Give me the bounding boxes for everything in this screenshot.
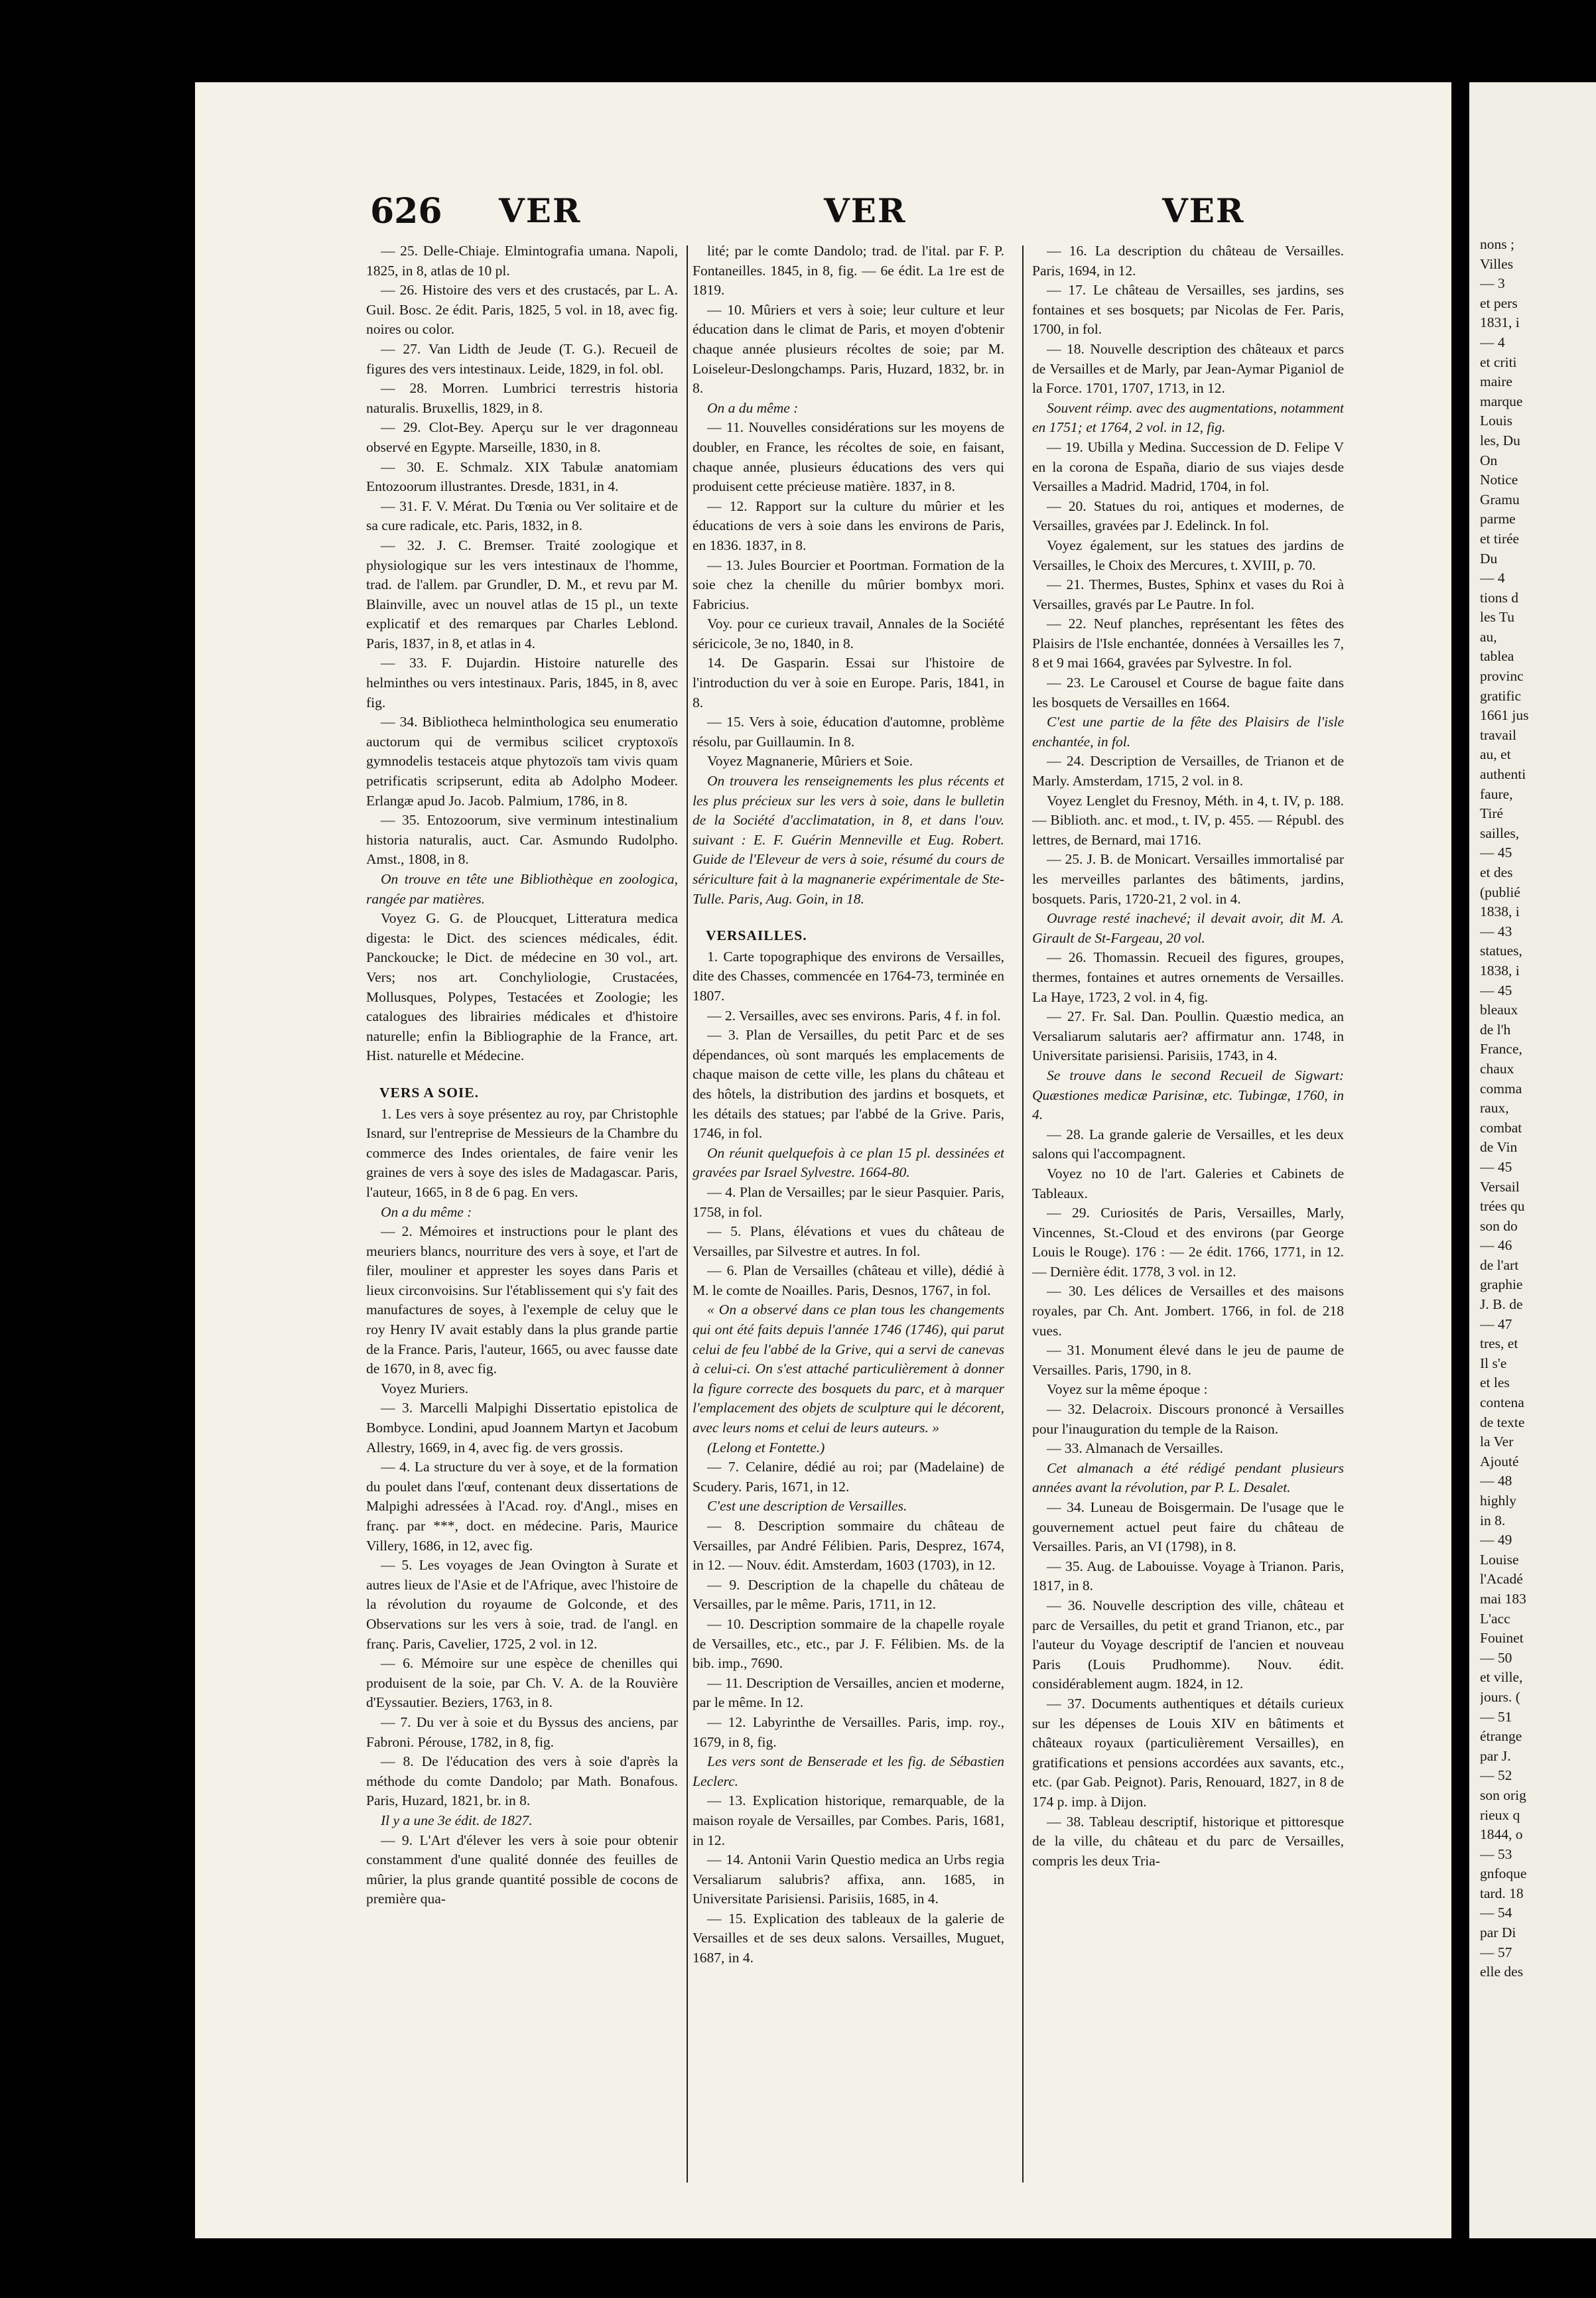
next-page-fragment: elle des: [1480, 1964, 1524, 1980]
section-title-versailles: VERSAILLES.: [706, 927, 807, 944]
bibliography-entry: — 33. Almanach de Versailles.: [1047, 1440, 1223, 1457]
bibliography-entry: — 2. Versailles, avec ses environs. Paris, 4 f. in fol.: [707, 1007, 1001, 1024]
book-page: [195, 82, 1451, 2238]
page-number: 626: [370, 191, 442, 232]
bibliography-entry: — 15. Explication des tableaux de la galerie de Versailles et de ses deux salons. Versailles, Muguet, 1687, in 4.: [693, 1910, 1004, 1966]
next-page-fragment: statues,: [1480, 943, 1522, 959]
next-page-fragment: et les: [1480, 1375, 1510, 1391]
next-page-fragment: la Ver: [1480, 1434, 1514, 1450]
next-page-fragment: — 48: [1480, 1473, 1512, 1489]
next-page-fragment: travail: [1480, 726, 1516, 743]
next-page-fragment: jours. (: [1480, 1688, 1520, 1705]
bibliography-entry: Ouvrage resté inachevé; il devait avoir, dit M. A. Girault de St-Fargeau, 20 vol.: [1032, 910, 1344, 946]
bibliography-entry: — 38. Tableau descriptif, historique et pittoresque de la ville, du château et du parc de Versailles, compris les deux Tria-: [1032, 1813, 1344, 1869]
bibliography-entry: — 13. Jules Bourcier et Poortman. Formation de la soie chez la chenille du mûrier bombyx mori. Fabricius.: [693, 557, 1004, 612]
text-column-3: [1032, 241, 1344, 2218]
next-page-fragment: 1838, i: [1480, 962, 1520, 979]
next-page-fragment: les, Du: [1480, 432, 1520, 448]
bibliography-entry: — 13. Explication historique, remarquable, de la maison royale de Versailles, par Combes. Paris, 1681, in 12.: [693, 1792, 1004, 1848]
next-page-fragment: provinc: [1480, 668, 1524, 685]
bibliography-entry: — 27. Fr. Sal. Dan. Poullin. Quæstio medica, an Versaliarum salutaris aer? affirmatur ann. 1748, in Universitate parisiensi. Parisiis, 1743, in 4.: [1032, 1008, 1344, 1064]
bibliography-entry: — 4. Plan de Versailles; par le sieur Pasquier. Paris, 1758, in fol.: [693, 1183, 1004, 1220]
bibliography-entry: (Lelong et Fontette.): [707, 1439, 825, 1455]
next-page-fragment: Ajouté: [1480, 1453, 1519, 1469]
next-page-fragment: tres, et: [1480, 1335, 1518, 1352]
bibliography-entry: 14. De Gasparin. Essai sur l'histoire de l'introduction du ver à soie en Europe. Paris, 1841, in 8.: [693, 655, 1004, 710]
next-page-fragment: — 45: [1480, 845, 1512, 861]
bibliography-entry: C'est une partie de la fête des Plaisirs de l'isle enchantée, in fol.: [1032, 714, 1344, 750]
bibliography-entry: Voyez sur la même époque :: [1047, 1381, 1208, 1398]
next-page-fragment: — 43: [1480, 923, 1512, 939]
next-page-fragment: authenti: [1480, 766, 1526, 783]
bibliography-entry: — 27. Van Lidth de Jeude (T. G.). Recueil de figures des vers intestinaux. Leide, 1829, in fol. obl.: [366, 340, 678, 377]
bibliography-entry: — 35. Entozoorum, sive verminum intestinalium historia naturalis, auct. Car. Asmundo Rudolpho. Amst., 1808, in 8.: [366, 812, 678, 868]
running-head: [195, 191, 1451, 244]
next-page-fragment: Il s'e: [1480, 1355, 1507, 1371]
bibliography-entry: — 32. Delacroix. Discours prononcé à Versailles pour l'inauguration du temple de la Raison.: [1032, 1401, 1344, 1437]
bibliography-entry: — 20. Statues du roi, antiques et modernes, de Versailles, gravées par J. Edelinck. In fol.: [1032, 498, 1344, 534]
next-page-fragment: (publié: [1480, 884, 1520, 900]
bibliography-entry: — 7. Celanire, dédié au roi; par (Madelaine) de Scudery. Paris, 1671, in 12.: [693, 1459, 1004, 1495]
column-divider: [1022, 245, 1024, 2183]
next-page-fragment: Tiré: [1480, 805, 1504, 822]
bibliography-entry: — 15. Vers à soie, éducation d'automne, problème résolu, par Guillaumin. In 8.: [693, 714, 1004, 750]
bibliography-entry: Voyez Muriers.: [381, 1380, 469, 1396]
bibliography-entry: — 26. Histoire des vers et des crustacés, par L. A. Guil. Bosc. 2e édit. Paris, 1825, 5 vol. in 18, avec fig. noires ou color.: [366, 282, 678, 338]
bibliography-entry: On a du même :: [707, 399, 799, 416]
next-page-fragment: — 52: [1480, 1767, 1512, 1784]
bibliography-entry: — 36. Nouvelle description des ville, château et parc de Versailles, du petit et grand Trianon, etc., par l'auteur du Voyage descriptif de l'ancien et nouveau Paris (Louis Prudhomme). Nouv. édit. considérablement augm. 1824, in 12.: [1032, 1597, 1344, 1692]
next-page-fragment: et des: [1480, 864, 1513, 880]
next-page-fragment: in 8.: [1480, 1512, 1506, 1528]
bibliography-entry: — 5. Les voyages de Jean Ovington à Surate et autres lieux de l'Asie et de l'Afrique, avec l'histoire de la révolution du royaume de Golconde, et des Observations sur les vers à soie, trad. de l'angl. en franç. Paris, Cavelier, 1725, 2 vol. in 12.: [366, 1557, 678, 1652]
next-page-fragment: 1838, i: [1480, 904, 1520, 920]
next-page-fragment: au, et: [1480, 746, 1511, 763]
bibliography-entry: — 34. Luneau de Boisgermain. De l'usage que le gouvernement actuel peut faire du château de Versailles. Paris, an VI (1798), in 8.: [1032, 1499, 1344, 1555]
bibliography-entry: Voyez également, sur les statues des jardins de Versailles, le Choix des Mercures, t. XVIII, p. 70.: [1032, 537, 1344, 573]
next-page-fragment: L'acc: [1480, 1610, 1510, 1627]
bibliography-entry: — 8. De l'éducation des vers à soie d'après la méthode du comte Dandolo; par Math. Bonafous. Paris, Huzard, 1821, br. in 8.: [366, 1753, 678, 1809]
next-page-fragment: contena: [1480, 1394, 1524, 1411]
next-page-fragment: 1831, i: [1480, 314, 1520, 331]
bibliography-entry: — 30. E. Schmalz. XIX Tabulæ anatomiam Entozoorum illustrantes. Dresde, 1831, in 4.: [366, 458, 678, 495]
next-page-fragment: — 3: [1480, 275, 1505, 292]
bibliography-entry: — 11. Nouvelles considérations sur les moyens de doubler, en France, les récoltes de soie, en faisant, chaque année, plusieurs éducations des vers qui produisent cette précieuse matière. 1837, in 8.: [693, 419, 1004, 495]
bibliography-entry: — 26. Thomassin. Recueil des figures, groupes, thermes, fontaines et autres ornements de Versailles. La Haye, 1723, 2 vol. in 4, fig.: [1032, 949, 1344, 1005]
column-divider: [687, 245, 688, 2183]
next-page-fragment: Fouinet: [1480, 1630, 1524, 1647]
bibliography-entry: — 22. Neuf planches, représentant les fêtes des Plaisirs de l'Isle enchantée, données à Versailles les 7, 8 et 9 mai 1664, gravées par Sylvestre. In fol.: [1032, 616, 1344, 671]
head-word-left: VER: [499, 191, 582, 230]
next-page-fragment: highly: [1480, 1493, 1516, 1509]
next-page-fragment: les Tu: [1480, 609, 1514, 626]
next-page-fragment: et pers: [1480, 295, 1518, 311]
next-page-fragment: comma: [1480, 1080, 1522, 1097]
next-page-text-fragments: [1480, 235, 1596, 2212]
bibliography-entry: — 18. Nouvelle description des châteaux et parcs de Versailles et de Marly, par Jean-Aymar Piganiol de la Force. 1701, 1707, 1713, in 12.: [1032, 340, 1344, 397]
bibliography-entry: — 10. Mûriers et vers à soie; leur culture et leur éducation dans le climat de Paris, et moyen d'obtenir chaque année plusieurs récoltes de soie; par M. Loiseleur-Deslongchamps. Paris, Huzard, 1832, br. in 8.: [693, 301, 1004, 397]
bibliography-entry: Il y a une 3e édit. de 1827.: [381, 1812, 533, 1828]
bibliography-entry: — 9. L'Art d'élever les vers à soie pour obtenir constamment d'une qualité donnée des feuilles de mûrier, la plus grande quantité possible de cocons de première qua-: [366, 1832, 678, 1907]
next-page-fragment: — 46: [1480, 1237, 1512, 1254]
next-page-fragment: de texte: [1480, 1414, 1525, 1430]
bibliography-entry: — 25. J. B. de Monicart. Versailles immortalisé par les merveilles parlantes des bâtiments, jardins, bosquets. Paris, 1720-21, 2 vol. in 4.: [1032, 851, 1344, 907]
bibliography-entry: — 19. Ubilla y Medina. Succession de D. Felipe V en la corona de España, diario de sus viajes desde Versailles a Madrid. Madrid, 1704, in fol.: [1032, 439, 1344, 495]
next-page-fragment: — 4: [1480, 570, 1505, 586]
next-page-fragment: son do: [1480, 1217, 1518, 1234]
bibliography-entry: — 24. Description de Versailles, de Trianon et de Marly. Amsterdam, 1715, 2 vol. in 8.: [1032, 753, 1344, 789]
next-page-fragment: l'Acadé: [1480, 1571, 1523, 1588]
next-page-fragment: marque: [1480, 393, 1523, 409]
next-page-fragment: raux,: [1480, 1100, 1509, 1116]
next-page-fragment: tablea: [1480, 648, 1514, 665]
next-page-fragment: combat: [1480, 1119, 1522, 1136]
bibliography-entry: Voyez Lenglet du Fresnoy, Méth. in 4, t. IV, p. 188. — Biblioth. anc. et mod., t. IV, p. 455. — Républ. des lettres, de Bernard, mai 1716.: [1032, 792, 1344, 848]
next-page-fragment: Villes: [1480, 255, 1514, 272]
entry-voyez: Voyez G. G. de Ploucquet, Litteratura medica digesta: le Dict. des sciences médicales, édit. Panckoucke; le Dict. de médecine en 30 vol., art. Vers; nos art. Conchyliologie, Crustacées, Mollusques, Polypes, Testacées et Zoologie; les catalogues des librairies médicales et d'histoire naturelle; enfin la Bibliographie de la France, art. Hist. naturelle et Médecine.: [366, 910, 678, 1064]
bibliography-entry: Voyez Magnanerie, Mûriers et Soie.: [707, 753, 913, 770]
bibliography-entry: 1. Carte topographique des environs de Versailles, dite des Chasses, commencée en 1764-73, terminée en 1807.: [693, 948, 1004, 1004]
next-page-fragment: faure,: [1480, 785, 1513, 802]
bibliography-entry: — 32. J. C. Bremser. Traité zoologique et physiologique sur les vers intestinaux de l'homme, trad. de l'allem. par Grundler, D. M., et revu par M. Blainville, avec un nouvel atlas de 15 pl., un texte explicatif et des remarques par Charles Leblond. Paris, 1837, in 8, et atlas in 4.: [366, 537, 678, 651]
bibliography-entry: — 5. Plans, élévations et vues du château de Versailles, par Silvestre et autres. In fol.: [693, 1223, 1004, 1259]
next-page-fragment: sailles,: [1480, 825, 1520, 841]
next-page-fragment: bleaux: [1480, 1002, 1518, 1018]
bibliography-entry: — 33. F. Dujardin. Histoire naturelle des helminthes ou vers intestinaux. Paris, 1845, in 8, avec fig.: [366, 655, 678, 710]
next-page-fragment: maire: [1480, 373, 1512, 390]
next-page-fragment: son orig: [1480, 1787, 1526, 1803]
bibliography-entry: — 23. Le Carousel et Course de bague faite dans les bosquets de Versailles en 1664.: [1032, 675, 1344, 710]
next-page-fragment: tard. 18: [1480, 1885, 1524, 1901]
bibliography-entry: — 3. Plan de Versailles, du petit Parc et de ses dépendances, où sont marqués les emplacements de chaque maison de cette ville, les plans du château et des hôtels, la distribution des jardins et bosquets, et les détails des statues; par l'abbé de la Grive. Paris, 1746, in fol.: [693, 1027, 1004, 1142]
bibliography-entry: — 30. Les délices de Versailles et des maisons royales, par Ch. Ant. Jombert. 1766, in fol. de 218 vues.: [1032, 1283, 1344, 1339]
bibliography-entry: On réunit quelquefois à ce plan 15 pl. dessinées et gravées par Israel Sylvestre. 1664-80.: [693, 1144, 1004, 1181]
next-page-fragment: J. B. de: [1480, 1296, 1523, 1313]
bibliography-entry: Les vers sont de Benserade et les fig. de Sébastien Leclerc.: [693, 1753, 1004, 1789]
next-page-fragment: Versail: [1480, 1178, 1520, 1195]
bibliography-entry: — 8. Description sommaire du château de Versailles, par André Félibien. Paris, Desprez, 1674, in 12. — Nouv. édit. Amsterdam, 1603 (1703), in 12.: [693, 1518, 1004, 1574]
bibliography-entry: « On a observé dans ce plan tous les changements qui ont été faits depuis l'année 1746 (1746), qui parut celui de feu l'abbé de la Grive, qui a servi de canevas à celui-ci. On s'est attaché particulièrement à donner la figure correcte des bosquets du parc, et à marquer l'emplacement des objets de sculpture qui le décorent, avec leurs noms et celui de leurs auteurs. »: [693, 1302, 1004, 1436]
next-page-fragment: par J.: [1480, 1747, 1511, 1764]
bibliography-entry: — 17. Le château de Versailles, ses jardins, ses fontaines et ses bosquets; par Nicolas de Fer. Paris, 1700, in fol.: [1032, 282, 1344, 338]
bibliography-entry: — 16. La description du château de Versailles. Paris, 1694, in 12.: [1032, 243, 1344, 279]
bibliography-entry: — 34. Bibliotheca helminthologica seu enumeratio auctorum qui de vermibus scilicet cryptoxoïs gymnodelis testaceis atque phytozoïs tam vivis quam petrificatis scripserunt, edita ab Adolpho Modeer. Erlangæ apud Jo. Jacob. Palmium, 1786, in 8.: [366, 714, 678, 809]
bibliography-entry: 1. Les vers à soye présentez au roy, par Christophle Isnard, sur l'entreprise de Messieurs de la Chambre du commerce des Indes orientales, de faire venir les graines de vers à soye des isles de Madagascar. Paris, l'auteur, 1665, in 8 de 6 pag. En vers.: [366, 1105, 678, 1200]
bibliography-entry: — 25. Delle-Chiaje. Elmintografia umana. Napoli, 1825, in 8, atlas de 10 pl.: [366, 243, 678, 279]
entry-note: On trouve en tête une Bibliothèque en zoologica, rangée par matières.: [366, 871, 678, 907]
bibliography-entry: — 28. Morren. Lumbrici terrestris historia naturalis. Bruxellis, 1829, in 8.: [366, 380, 678, 416]
bibliography-entry: — 35. Aug. de Labouisse. Voyage à Trianon. Paris, 1817, in 8.: [1032, 1558, 1344, 1594]
next-page-fragment: Notice: [1480, 472, 1518, 488]
next-page-fragment: gnfoque: [1480, 1865, 1527, 1882]
next-page-fragment: — 45: [1480, 982, 1512, 998]
next-page-fragment: de l'h: [1480, 1021, 1511, 1038]
head-word-center: VER: [824, 191, 907, 230]
next-page-fragment: chaux: [1480, 1060, 1514, 1077]
next-page-fragment: On: [1480, 452, 1498, 468]
bibliography-entry: C'est une description de Versailles.: [707, 1498, 907, 1515]
bibliography-entry: lité; par le comte Dandolo; trad. de l'ital. par F. P. Fontaneilles. 1845, in 8, fig. — 6e édit. La 1re est de 1819.: [693, 243, 1004, 299]
next-page-fragment: — 54: [1480, 1905, 1512, 1921]
next-page-fragment: et tirée: [1480, 530, 1520, 547]
bibliography-entry: — 6. Mémoire sur une espèce de chenilles qui produisent de la soie, par Ch. V. A. de la Rouvière d'Eyssautier. Beziers, 1763, in 8.: [366, 1655, 678, 1711]
bibliography-entry: — 37. Documents authentiques et détails curieux sur les dépenses de Louis XIV en bâtiments et châteaux royaux (particulièrement Versailles), en gratifications et pensions accordées aux savants, etc., etc. (par Gab. Peignot). Paris, Renouard, 1827, in 8 de 174 p. imp. à Dijon.: [1032, 1695, 1344, 1810]
next-page-fragment: et ville,: [1480, 1669, 1523, 1686]
bibliography-entry: — 14. Antonii Varin Questio medica an Urbs regia Versaliarum salubris? affixa, ann. 1685, in Universitate Parisiensi. Parisiis, 1685, in 4.: [693, 1852, 1004, 1907]
next-page-fragment: 1844, o: [1480, 1826, 1523, 1843]
next-page-fragment: — 4: [1480, 334, 1505, 350]
next-page-fragment: trées qu: [1480, 1198, 1525, 1215]
next-page-fragment: de Vin: [1480, 1139, 1518, 1156]
bibliography-entry: Cet almanach a été rédigé pendant plusieurs années avant la révolution, par P. L. Desalet.: [1032, 1459, 1344, 1496]
next-page-fragment: — 49: [1480, 1532, 1512, 1548]
next-page-fragment: tions d: [1480, 589, 1518, 606]
bibliography-entry: Souvent réimp. avec des augmentations, notamment en 1751; et 1764, 2 vol. in 12, fig.: [1032, 399, 1344, 436]
bibliography-entry: — 9. Description de la chapelle du château de Versailles, par le même. Paris, 1711, in 12.: [693, 1576, 1004, 1613]
bibliography-entry: — 11. Description de Versailles, ancien et moderne, par le même. In 12.: [693, 1674, 1004, 1711]
bibliography-entry: — 31. Monument élevé dans le jeu de paume de Versailles. Paris, 1790, in 8.: [1032, 1342, 1344, 1378]
next-page-fragment: étrange: [1480, 1728, 1522, 1745]
next-page-fragment: — 50: [1480, 1649, 1512, 1666]
bibliography-entry: — 4. La structure du ver à soye, et de la formation du poulet dans l'œuf, contenant deux dissertations de Malpighi adressées à l'Acad. roy. d'Angl., mises en franç. par ***, doct. en médecine. Paris, Maurice Villery, 1686, in 12, avec fig.: [366, 1459, 678, 1554]
bibliography-entry: Voy. pour ce curieux travail, Annales de la Société séricicole, 3e no, 1840, in 8.: [693, 616, 1004, 651]
next-page-edge: [1469, 82, 1596, 2238]
next-page-fragment: gratific: [1480, 687, 1522, 704]
next-page-fragment: — 57: [1480, 1944, 1512, 1960]
bibliography-entry: — 12. Labyrinthe de Versailles. Paris, imp. roy., 1679, in 8, fig.: [693, 1714, 1004, 1750]
next-page-fragment: Du: [1480, 550, 1498, 567]
head-word-right: VER: [1162, 191, 1245, 230]
bibliography-entry: Se trouve dans le second Recueil de Sigwart: Quæstiones medicæ Parisinæ, etc. Tubingæ, 1760, in 4.: [1032, 1067, 1344, 1123]
next-page-fragment: et criti: [1480, 354, 1517, 370]
next-page-fragment: Gramu: [1480, 491, 1520, 507]
text-column-1: [366, 241, 678, 2218]
bibliography-entry: — 6. Plan de Versailles (château et ville), dédié à M. le comte de Noailles. Paris, Desnos, 1767, in fol.: [693, 1262, 1004, 1298]
next-page-fragment: mai 183: [1480, 1590, 1526, 1607]
next-page-fragment: — 53: [1480, 1846, 1512, 1862]
bibliography-entry: — 29. Curiosités de Paris, Versailles, Marly, Vincennes, St.-Cloud et des environs (par George Louis le Rouge). 176 : — 2e édit. 1766, 1771, in 12. — Dernière édit. 1778, 3 vol. in 12.: [1032, 1205, 1344, 1280]
next-page-fragment: Louise: [1480, 1551, 1519, 1568]
bibliography-entry: — 21. Thermes, Bustes, Sphinx et vases du Roi à Versailles, gravés par Le Pautre. In fol.: [1032, 576, 1344, 612]
bibliography-entry: — 3. Marcelli Malpighi Dissertatio epistolica de Bombyce. Londini, apud Joannem Martyn et Jacobum Allestry, 1669, in 4, avec fig. de vers grossis.: [366, 1400, 678, 1455]
bibliography-entry: — 10. Description sommaire de la chapelle royale de Versailles, etc., etc., par J. F. Félibien. Ms. de la bib. imp., 7690.: [693, 1615, 1004, 1672]
section-title-vers-a-soie: VERS A SOIE.: [379, 1084, 480, 1101]
bibliography-entry: On a du même :: [381, 1203, 472, 1220]
bibliography-entry: — 2. Mémoires et instructions pour le plant des meuriers blancs, nourriture des vers à soye, et l'art de filer, mouliner et apprester les soyes dans Paris et lieux circonvoisins. Sur l'établissement qui s'y fait des manufactures de soyes, à l'exemple de celuy que le roy Henry IV avait estably dans la plus grande partie de la France. Paris, l'auteur, 1665, ou avec fausse date de 1670, in 8, avec fig.: [366, 1223, 678, 1377]
bibliography-entry: On trouvera les renseignements les plus récents et les plus précieux sur les vers à soie, dans le bulletin de la Société d'acclimatation, in 8, et dans l'ouv. suivant : E. F. Guérin Menneville et Eug. Robert. Guide de l'Eleveur de vers à soie, résumé du cours de sériculture fait à la magnanerie expérimentale de Ste-Tulle. Paris, Aug. Goin, in 18.: [693, 773, 1004, 907]
bibliography-entry: — 29. Clot-Bey. Aperçu sur le ver dragonneau observé en Egypte. Marseille, 1830, in 8.: [366, 419, 678, 455]
next-page-fragment: 1661 jus: [1480, 707, 1529, 724]
next-page-fragment: France,: [1480, 1041, 1522, 1057]
bibliography-entry: — 7. Du ver à soie et du Byssus des anciens, par Fabroni. Pérouse, 1782, in 8, fig.: [366, 1714, 678, 1750]
next-page-fragment: graphie: [1480, 1276, 1523, 1293]
next-page-fragment: — 47: [1480, 1316, 1512, 1332]
bibliography-entry: Voyez no 10 de l'art. Galeries et Cabinets de Tableaux.: [1032, 1165, 1344, 1201]
next-page-fragment: Louis: [1480, 413, 1512, 429]
next-page-fragment: par Di: [1480, 1925, 1516, 1941]
next-page-fragment: au,: [1480, 628, 1497, 645]
next-page-fragment: — 45: [1480, 1158, 1512, 1175]
next-page-fragment: parme: [1480, 511, 1516, 527]
text-column-2: [693, 241, 1004, 2218]
next-page-fragment: rieux q: [1480, 1806, 1520, 1823]
bibliography-entry: — 12. Rapport sur la culture du mûrier et les éducations de vers à soie dans les environs de Paris, en 1836. 1837, in 8.: [693, 498, 1004, 553]
next-page-fragment: — 51: [1480, 1708, 1512, 1725]
bibliography-entry: — 31. F. V. Mérat. Du Tœnia ou Ver solitaire et de sa cure radicale, etc. Paris, 1832, in 8.: [366, 498, 678, 534]
next-page-fragment: nons ;: [1480, 236, 1514, 252]
bibliography-entry: — 28. La grande galerie de Versailles, et les deux salons qui l'accompagnent.: [1032, 1126, 1344, 1162]
next-page-fragment: de l'art: [1480, 1256, 1519, 1273]
